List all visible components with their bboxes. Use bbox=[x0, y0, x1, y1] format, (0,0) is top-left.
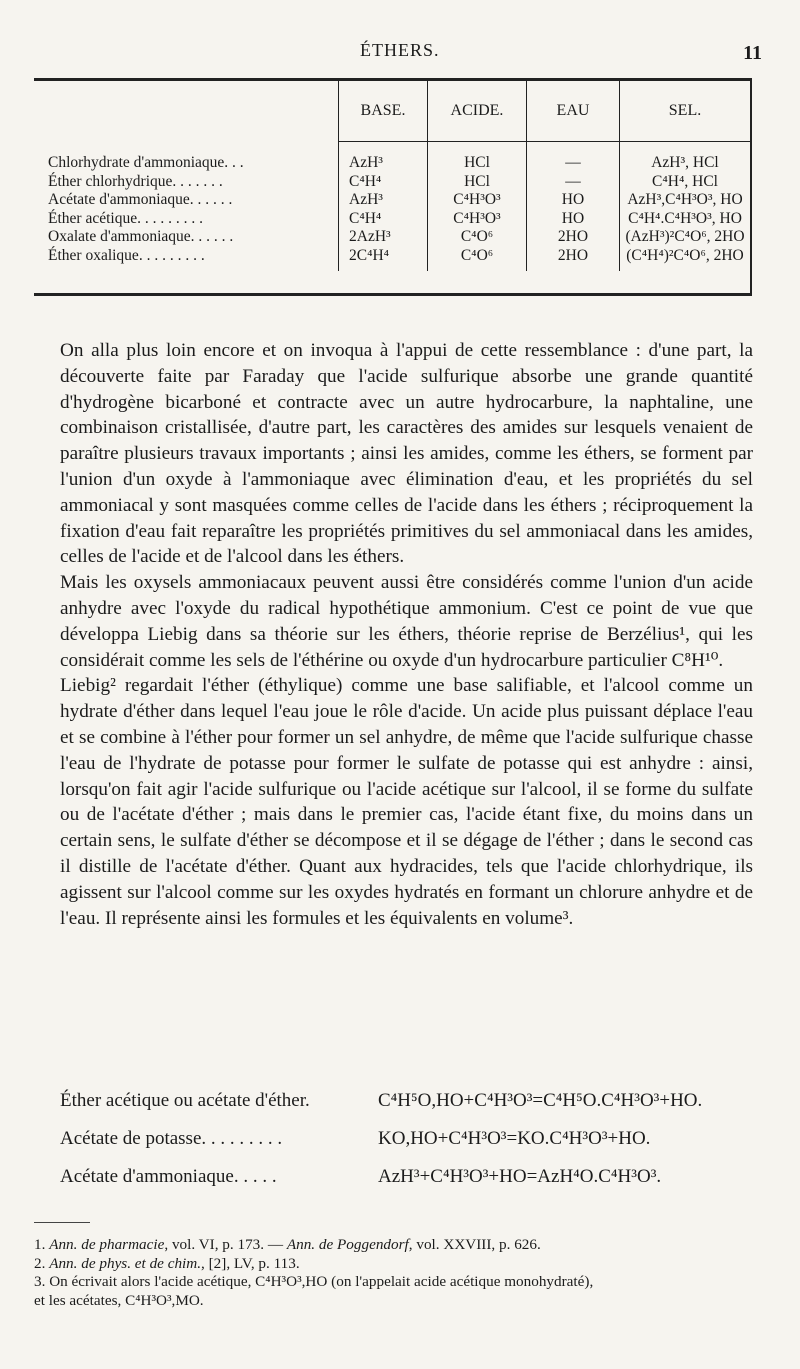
cell-acide: C⁴O⁶ bbox=[428, 228, 527, 247]
paragraph: On alla plus loin encore et on invoqua à l'appui de cette ressemblance : d'une part, la découverte faite par Faraday que l'acide sulfurique absorbe une grande quantité d'hydrogène bicarboné et contracte avec un autre hydrocarbure, la naphtaline, une combinaison cristallisée, d'autre part, les caractères des amides sur lesquels venaient de paraître plusieurs travaux importants ; ainsi les amides, comme les éthers, se forment par l'union d'un oxyde à l'ammoniaque avec élimination d'eau, et les propriétés du sel ammoniacal y sont masquées comme celles de l'acide dans les éthers ; réciproquement la fixation d'eau fait reparaître les propriétés primitives du sel ammoniacal dans les amides, celles de l'acide et de l'alcool dans les éthers. bbox=[60, 340, 753, 568]
composition-table-grid bbox=[34, 81, 750, 271]
footnote-citation: Ann. de pharmacie bbox=[49, 1236, 165, 1253]
cell-sel: (C⁴H⁴)²C⁴O⁶, 2HO bbox=[620, 247, 751, 272]
cell-base: AzH³ bbox=[339, 142, 428, 173]
footnote bbox=[34, 1255, 759, 1274]
row-name: Oxalate d'ammoniaque. . . . . . bbox=[48, 228, 234, 245]
cell-eau: 2HO bbox=[527, 247, 620, 272]
footnote-rule bbox=[34, 1222, 90, 1223]
cell-base: 2AzH³ bbox=[339, 228, 428, 247]
paragraph: Mais les oxysels ammoniacaux peuvent aussi être considérés comme l'union d'un acide anhydre avec l'oxyde du radical hypothétique ammonium. C'est ce point de vue que développa Liebig dans sa théorie sur les éthers, théorie reprise de Berzélius¹, qui les considérait comme les sels de l'éthérine ou oxyde d'un hydrocarbure particulier C⁸H¹⁰. bbox=[60, 572, 753, 671]
cell-eau: 2HO bbox=[527, 228, 620, 247]
formula-equation: KO,HO+C⁴H³O³=KO.C⁴H³O³+HO. bbox=[378, 1128, 651, 1149]
table-header-row bbox=[34, 81, 750, 142]
table-row bbox=[34, 247, 750, 272]
formula-label: Acétate de potasse. . . . . . . . . bbox=[60, 1128, 283, 1149]
footnote-number: 3. bbox=[34, 1273, 46, 1291]
footnotes bbox=[34, 1236, 759, 1310]
paragraph: Liebig² regardait l'éther (éthylique) comme une base salifiable, et l'alcool comme un hydrate d'éther dans lequel l'eau joue le rôle d'acide. Un acide plus puissant déplace l'eau et se combine à l'éther pour former un sel anhydre, de même que l'acide sulfurique chasse l'eau de l'hydrate de potasse pour former le sulfate de potasse qui est anhydre : ainsi, lorsqu'on fait agir l'acide sulfurique ou l'acide acétique sur l'alcool, il se forme du sulfate ou de l'acétate d'éther ; mais dans le premier cas, l'acide étant fixe, du moins dans un certain sens, le sulfate d'éther se décompose et il se dégage de l'éther ; dans le second cas il distille de l'acétate d'éther. Quant aux hydracides, tels que l'acide chlorhydrique, ils agissent sur l'alcool comme sur les oxydes hydratés en formant un chlorure anhydre et de l'eau. Il représente ainsi les formules et les équivalents en volume³. bbox=[60, 675, 753, 929]
column-header-acide: ACIDE. bbox=[428, 81, 527, 142]
cell-sel: AzH³, HCl bbox=[620, 142, 751, 173]
column-header-base: BASE. bbox=[339, 81, 428, 142]
cell-eau: HO bbox=[527, 210, 620, 229]
footnote bbox=[34, 1236, 759, 1255]
footnote-text: On écrivait alors l'acide acétique, C⁴H³O³,HO (on l'appelait acide acétique monohydraté), bbox=[49, 1273, 594, 1291]
cell-acide: HCl bbox=[428, 173, 527, 192]
formula-equation: AzH³+C⁴H³O³+HO=AzH⁴O.C⁴H³O³. bbox=[378, 1166, 662, 1187]
row-name: Chlorhydrate d'ammoniaque. . . bbox=[48, 153, 244, 171]
cell-eau: — bbox=[527, 173, 620, 192]
table-row bbox=[34, 228, 750, 247]
cell-acide: C⁴H³O³ bbox=[428, 191, 527, 210]
cell-acide: C⁴H³O³ bbox=[428, 210, 527, 229]
footnote-citation: Ann. de Poggendorf bbox=[286, 1236, 409, 1253]
formula-block bbox=[60, 1090, 760, 1204]
composition-table bbox=[34, 78, 752, 296]
body-text bbox=[60, 338, 753, 931]
column-header-sel: SEL. bbox=[620, 81, 751, 142]
cell-sel: (AzH³)²C⁴O⁶, 2HO bbox=[620, 228, 751, 247]
cell-base: C⁴H⁴ bbox=[339, 173, 428, 192]
footnote-text: , vol. VI, p. 173. — bbox=[164, 1236, 287, 1253]
footnote-number: 2. bbox=[34, 1254, 46, 1272]
table-row bbox=[34, 210, 750, 229]
formula-label: Éther acétique ou acétate d'éther. bbox=[60, 1090, 310, 1111]
cell-acide: C⁴O⁶ bbox=[428, 247, 527, 272]
row-name: Acétate d'ammoniaque. . . . . . bbox=[48, 191, 233, 208]
column-header-eau: EAU bbox=[527, 81, 620, 142]
row-name: Éther acétique. . . . . . . . . bbox=[48, 209, 203, 227]
table-header-blank bbox=[34, 81, 339, 142]
cell-eau: HO bbox=[527, 191, 620, 210]
footnote bbox=[34, 1273, 759, 1292]
row-name: Éther oxalique. . . . . . . . . bbox=[48, 246, 205, 264]
formula-row bbox=[60, 1166, 760, 1204]
page-header bbox=[0, 40, 800, 70]
footnote-text: , [2], LV, p. 113. bbox=[201, 1254, 300, 1272]
cell-eau: — bbox=[527, 142, 620, 173]
formula-label: Acétate d'ammoniaque. . . . . bbox=[60, 1166, 277, 1187]
page-number: 11 bbox=[743, 42, 762, 64]
footnote-number: 1. bbox=[34, 1236, 46, 1253]
table-row bbox=[34, 173, 750, 192]
cell-base: 2C⁴H⁴ bbox=[339, 247, 428, 272]
cell-sel: AzH³,C⁴H³O³, HO bbox=[620, 191, 751, 210]
running-title: ÉTHERS. bbox=[360, 40, 440, 60]
formula-equation: C⁴H⁵O,HO+C⁴H³O³=C⁴H⁵O.C⁴H³O³+HO. bbox=[378, 1090, 703, 1111]
footnote-citation: Ann. de phys. et de chim. bbox=[49, 1254, 202, 1272]
cell-acide: HCl bbox=[428, 142, 527, 173]
footnote-continuation bbox=[34, 1292, 759, 1311]
footnote-text: et les acétates, C⁴H³O³,MO. bbox=[34, 1291, 204, 1309]
cell-sel: C⁴H⁴, HCl bbox=[620, 173, 751, 192]
cell-sel: C⁴H⁴.C⁴H³O³, HO bbox=[620, 210, 751, 229]
table-row bbox=[34, 191, 750, 210]
cell-base: C⁴H⁴ bbox=[339, 210, 428, 229]
formula-row bbox=[60, 1090, 760, 1128]
formula-row bbox=[60, 1128, 760, 1166]
footnote-text: , vol. XXVIII, p. 626. bbox=[408, 1236, 541, 1253]
cell-base: AzH³ bbox=[339, 191, 428, 210]
row-name: Éther chlorhydrique. . . . . . . bbox=[48, 172, 223, 190]
table-row bbox=[34, 142, 750, 173]
